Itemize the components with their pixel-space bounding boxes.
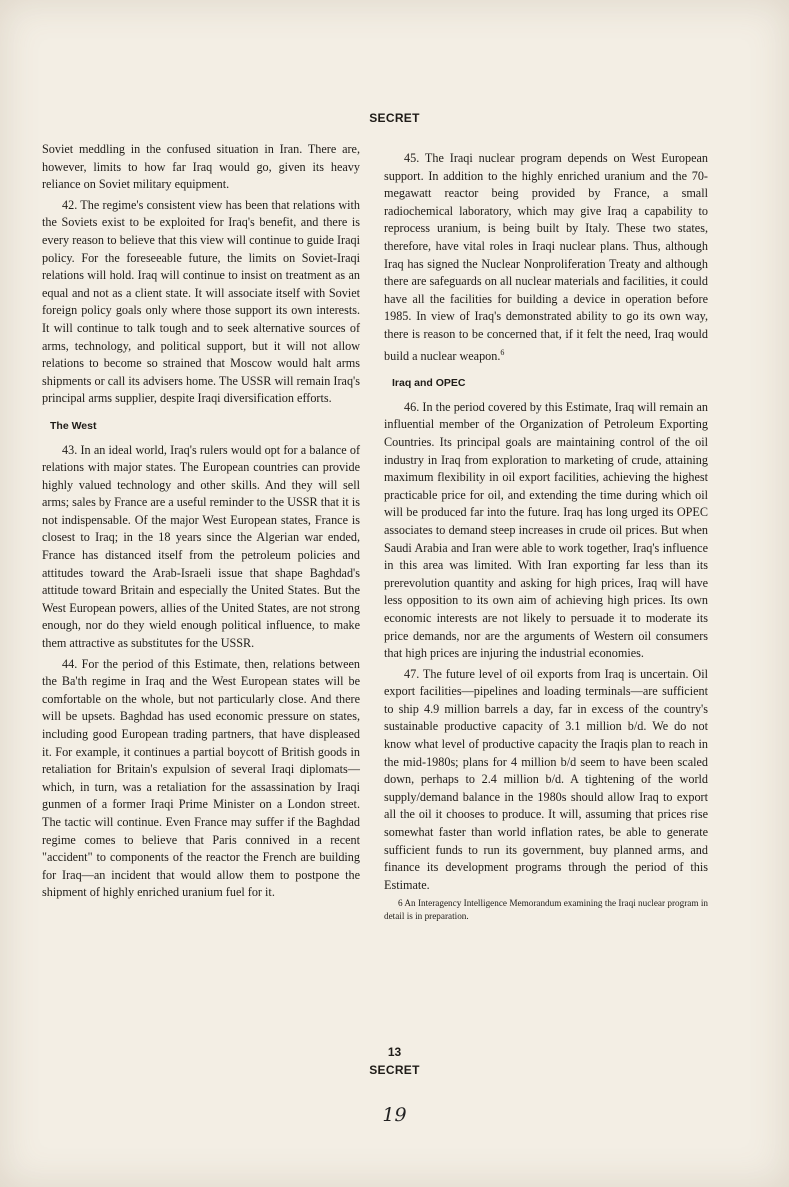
paragraph-47: 47. The future level of oil exports from Iraq is uncertain. Oil export facilities—pipelines and loading terminals—are sufficient to ship 4.9 million barrels a day, far in excess of the country's sustainable productive capacity of 3.1 million b/d. We do not know what level of productive capacity the Iraqis plan to reach in the mid-1980s; plans for 4 million b/d seem to have been scaled down, perhaps to 2.4 million b/d. A tightening of the world supply/demand balance in the 1980s should allow Iraq to export all the oil it chooses to produce. It will, assuming that prices rise somewhat faster than world inflation rates, be able to generate sufficient funds to run its government, buy planned arms, and finance its development programs through the period of this Estimate. xyxy=(384,666,708,892)
section-heading-iraq-and-opec: Iraq and OPEC xyxy=(392,377,466,390)
paragraph-46: 46. In the period covered by this Estimate, Iraq will remain an influential member of the Organization of Petroleum Exporting Countries. Its principal goals are maintaining control of the oil industry in Iraq from exploration to marketing of crude, attaining maximum flexibility in oil export facilities, achieving the highest practicable price for oil, and extending the time during which oil will be produced far into the future. Iraq has long urged its OPEC associates to demand steep increases in crude oil prices. But when Saudi Arabia and Iran were able to work together, Iraq's influence in this area was limited. With Iran exporting far less than its prerevolution quantity and asking for high prices, Iraq will have less opposition to its own aim of achieving high prices. Its own economic interests are not likely to persuade it to moderate its price demands, nor are the arguments of Western oil consumers that high prices are injuring the industrial economies. xyxy=(384,399,708,661)
page-number: 13 xyxy=(387,1045,402,1059)
footnote-marker: 6 xyxy=(500,347,505,357)
left-column xyxy=(42,141,360,905)
footer-classification: SECRET xyxy=(369,1063,420,1077)
paragraph-45 xyxy=(384,150,708,365)
handwritten-page-number: 19 xyxy=(382,1104,407,1126)
right-column xyxy=(384,150,708,926)
paragraph-44: 44. For the period of this Estimate, then, relations between the Ba'th regime in Iraq and the West European states will be comfortable on the whole, but not particularly close. And there will be upsets. Baghdad has used economic pressure on states, including good European trading partners, that have displeased it. For example, it continues a partial boycott of British goods in retaliation for Britain's expulsion of several Iraqi diplomats—which, in turn, was a retaliation for the assassination by Iraqi gunmen of a former Iraqi Prime Minister on a London street. The tactic will continue. Even France may suffer if the Baghdad regime comes to believe that Paris connived in a recent "accident" to components of the reactor the French are building for Iraq—an incident that would allow them to postpone the shipment of highly enriched uranium fuel for it. xyxy=(42,656,360,900)
header-classification: SECRET xyxy=(369,111,420,125)
section-heading-the-west: The West xyxy=(50,419,97,432)
paragraph-42: 42. The regime's consistent view has been that relations with the Soviets exist to be exploited for Iraq's benefit, and there is every reason to believe that this view will continue to guide Iraqi policy. For the foreseeable future, the limits on Soviet-Iraqi relations will hold. Iraq will continue to insist on treatment as an equal and not as a client state. It will associate itself with Soviet foreign policy goals only where those support its own interests. It will continue to talk tough and to seek alternative sources of arms, technology, and political support, but it will not allow relations to become so strained that Moscow would halt arms shipments or call its advisers home. The USSR will remain Iraq's principal arms supplier, despite Iraqi diversification efforts. xyxy=(42,197,360,406)
paragraph-41-continuation: Soviet meddling in the confused situation in Iran. There are, however, limits to how far Iraq would go, given its heavy reliance on Soviet military equipment. xyxy=(42,142,360,192)
paragraph-45-text: 45. The Iraqi nuclear program depends on West European support. In addition to the highly enriched uranium and the 70-megawatt reactor being provided by France, a small radiochemical laboratory, which may give Iraq a capability to reprocess uranium, is being built by Italy. These two states, therefore, have vital roles in Iraqi nuclear plans. Thus, although Iraq has signed the Nuclear Nonproliferation Treaty and although there are safeguards on all nuclear materials and facilities, it could have all the facilities for building a device in operation before 1985. In view of Iraq's demonstrated ability to go its own way, there is reason to be concerned that, if it felt the need, Iraq would build a nuclear weapon. xyxy=(384,151,708,363)
paragraph-43: 43. In an ideal world, Iraq's rulers would opt for a balance of relations with major states. The European countries can provide highly valued technology and other skills. And they will sell arms; sales by France are a useful reminder to the USSR that it is not indispensable. Of the major West European states, France is closest to Iraq; in the 18 years since the Algerian war ended, France has distanced itself from the petroleum policies and attitudes toward the Arab-Israeli issue that shape Baghdad's attitude toward Britain and especially the United States. But the West European powers, allies of the United States, are not strong enough, nor do they wield enough political influence, to make them attractive as substitutes for the USSR. xyxy=(42,442,360,651)
footnote: 6 An Interagency Intelligence Memorandum examining the Iraqi nuclear program in detail is in preparation. xyxy=(384,898,708,922)
